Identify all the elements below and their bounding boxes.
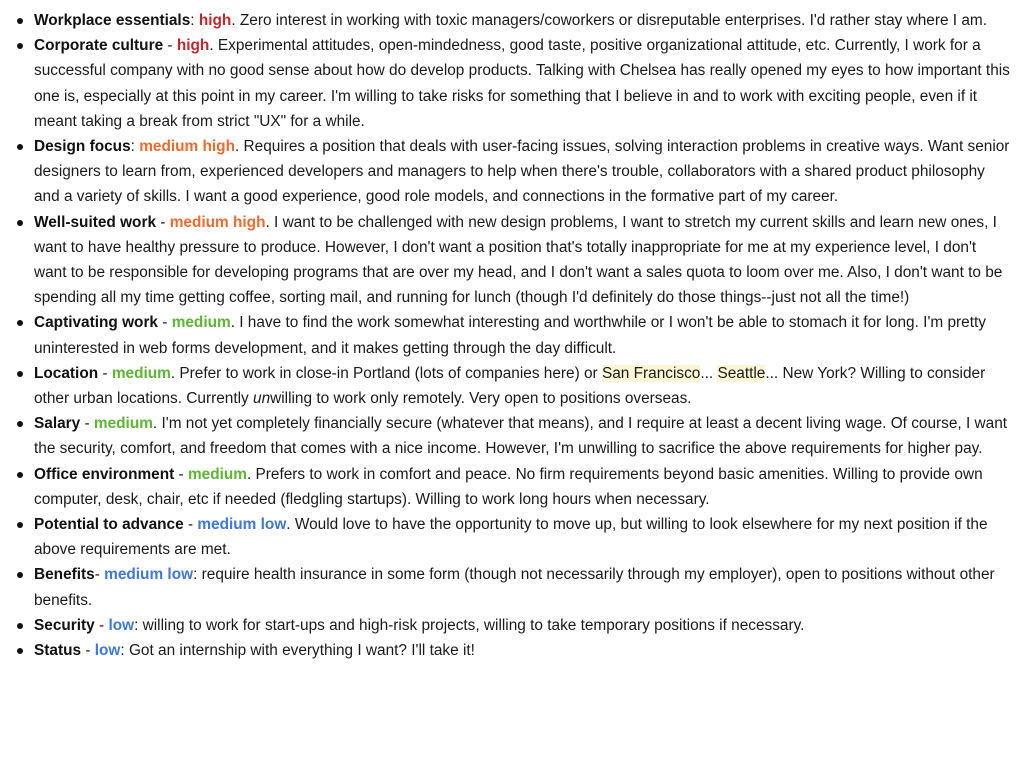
- list-item-office-environment: [14, 462, 1010, 512]
- item-label: Salary: [34, 415, 81, 433]
- priority-level: medium: [187, 465, 247, 483]
- item-label: Location: [34, 364, 99, 382]
- item-label: Design focus: [34, 138, 131, 156]
- item-separator: -: [158, 314, 172, 332]
- item-separator: -: [80, 415, 94, 433]
- list-item-salary: [14, 411, 1010, 461]
- list-item-location: [14, 361, 1010, 411]
- list-item-potential-to-advance: [14, 512, 1010, 562]
- item-text: . Experimental attitudes, open-mindedness, good taste, positive organizational attitude, etc. Currently, I work for a successful company with no good sense about how do develop products. Talking with Chelsea has really opened my eyes to how important this one is, especially at this point in my career. I'm willing to take risks for something that I believe in and to work with exciting people, even if it meant taking a break from strict "UX" for a while.: [34, 37, 1010, 130]
- priority-level: low: [94, 642, 121, 660]
- item-label: Status: [34, 642, 82, 660]
- list-item-well-suited-work: [14, 210, 1010, 311]
- item-text: ...: [700, 364, 718, 382]
- list-item-design-focus: [14, 134, 1010, 210]
- emphasis-text: un: [253, 390, 271, 408]
- item-text: . Requires a position that deals with user-facing issues, solving interaction problems in creative ways. Want senior designers to learn from, experienced developers and managers to help when there's trouble, collaborators with a shared product philosophy and a variety of skills. I want a good experience, good role models, and connections in the formative part of my career.: [34, 138, 1010, 206]
- item-separator: -: [156, 213, 170, 231]
- list-item-benefits: [14, 562, 1010, 612]
- item-separator: -: [174, 465, 188, 483]
- list-item-status: [14, 638, 1010, 663]
- item-label: Well-suited work: [34, 213, 157, 231]
- item-text: . I have to find the work somewhat interesting and worthwhile or I won't be able to stomach it for long. I'm pretty uninterested in web forms development, and it makes getting through the day difficult.: [34, 314, 986, 357]
- item-text: willing to work only remotely. Very open to positions overseas.: [270, 390, 692, 408]
- item-text: : willing to work for start-ups and high-risk projects, willing to take temporary positions if necessary.: [134, 616, 805, 634]
- item-label: Office environment: [34, 465, 175, 483]
- priority-level: medium low: [197, 516, 287, 534]
- item-text: . Would love to have the opportunity to move up, but willing to look elsewhere for my next position if the above requirements are met.: [34, 516, 988, 559]
- item-text: : require health insurance in some form (though not necessarily through my employer), open to positions without other benefits.: [34, 566, 995, 609]
- item-text: ... New York? Willing to consider other urban locations. Currently: [34, 364, 986, 408]
- priority-level: medium: [111, 364, 171, 382]
- item-label: Captivating work: [34, 314, 158, 332]
- priority-level: medium high: [139, 138, 235, 156]
- item-separator: -: [98, 364, 112, 382]
- priority-level: high: [176, 37, 210, 55]
- item-separator: -: [81, 642, 95, 660]
- priority-level: medium: [171, 314, 231, 332]
- item-text: . I'm not yet completely financially secure (whatever that means), and I require at least a decent living wage. Of course, I want the security, comfort, and freedom that comes with a nice income. However, I'm unwilling to sacrifice the above requirements for higher pay.: [34, 415, 1008, 458]
- priority-level: medium high: [169, 213, 266, 231]
- item-separator: -: [183, 516, 198, 534]
- list-item-workplace-essentials: [14, 8, 1010, 33]
- item-label: Benefits: [34, 566, 95, 584]
- list-item-captivating-work: [14, 310, 1010, 360]
- item-label: Potential to advance: [34, 516, 184, 534]
- item-separator: :: [130, 138, 140, 156]
- list-item-corporate-culture: [14, 33, 1010, 134]
- item-text: . Prefers to work in comfort and peace. No firm requirements beyond basic amenities. Willing to provide own computer, desk, chair, etc if needed (fledgling startups). Willing to work long hours when necessary.: [34, 465, 983, 508]
- item-separator: -: [94, 616, 109, 634]
- item-separator: -: [163, 37, 177, 55]
- item-text: . I want to be challenged with new design problems, I want to stretch my current skills and learn new ones, I want to have healthy pressure to produce. However, I don't want a position that's totally inappropriate for me at my experience level, I don't want to be responsible for developing programs that are over my head, and I don't want a sales quota to loom over me. Also, I don't want to be spending all my time getting coffee, sorting mail, and running for lunch (though I'd definitely do those things--just not all the time!): [34, 213, 1003, 307]
- priority-level: high: [198, 12, 232, 29]
- highlighted-city-san-francisco: San Francisco: [601, 364, 701, 382]
- priority-level: medium: [93, 415, 153, 433]
- highlighted-city-seattle: Seattle: [717, 364, 766, 382]
- item-label: Workplace essentials: [34, 12, 191, 29]
- list-item-security: [14, 613, 1010, 638]
- item-text: . Zero interest in working with toxic managers/coworkers or disreputable enterprises. I'd rather stay where I am.: [231, 12, 988, 29]
- item-label: Corporate culture: [34, 37, 164, 55]
- priority-level: medium low: [104, 566, 194, 584]
- item-text: : Got an internship with everything I want? I'll take it!: [120, 642, 475, 660]
- item-text: . Prefer to work in close-in Portland (lots of companies here) or: [170, 364, 602, 382]
- item-separator: :: [190, 12, 199, 29]
- item-separator: -: [94, 566, 105, 584]
- item-label: Security: [34, 616, 95, 634]
- priority-level: low: [108, 616, 135, 634]
